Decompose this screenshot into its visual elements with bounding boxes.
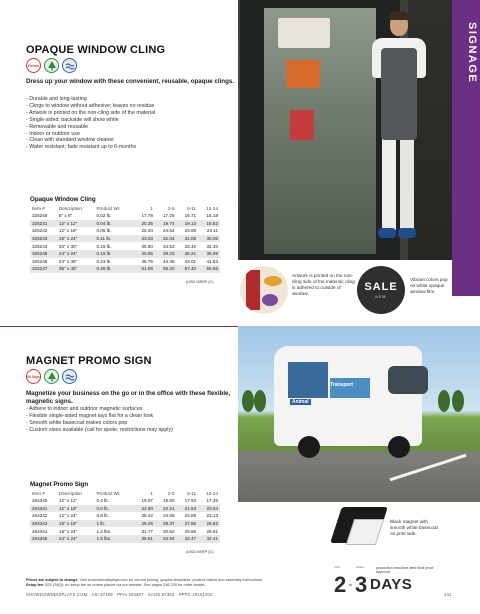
table-row — [30, 527, 220, 535]
table-cell: 264341 — [30, 505, 57, 513]
table-cell: 55.55 — [198, 265, 220, 273]
table-row — [30, 250, 220, 258]
table-cell: 0.23 lb. — [96, 258, 112, 264]
table-cell: 32.04 — [155, 235, 177, 243]
table-cell: 16.18 — [206, 213, 218, 219]
table-row — [30, 265, 220, 273]
table-cell: 26.62 — [198, 520, 220, 528]
table-cell: 12" x 12" — [58, 498, 78, 504]
table-row — [30, 505, 220, 513]
table-cell: 24.66 — [163, 513, 175, 519]
table-cell: 33.46 — [184, 243, 197, 249]
table-cell: 39.43 — [155, 250, 177, 258]
table-cell: 264344 — [32, 528, 48, 534]
table-cell: 25.42 — [141, 513, 153, 519]
table-cell: 31.05 — [177, 235, 199, 243]
table-cell: 23.13 — [206, 513, 218, 519]
table-row — [30, 242, 220, 250]
table-cell: 12" x 12" — [57, 220, 95, 228]
feature-item: - Flexible single-sided magnet lays flat for a clean look — [26, 412, 154, 419]
van-photo: Animal Transport — [238, 326, 480, 502]
feature-item: - Removable and reusable — [26, 123, 89, 130]
table-cell: 12" x 18" — [58, 228, 78, 234]
table-cell: 22.90 — [133, 505, 155, 513]
table-cell: 33.03 — [133, 235, 155, 243]
table-cell: 18" x 24" — [58, 528, 78, 534]
table-cell: 35.61 — [133, 535, 155, 543]
table-cell: 18.50 — [163, 498, 175, 504]
table-cell: 325240 — [32, 213, 48, 219]
table-row — [30, 258, 220, 266]
table-cell: 325246 — [32, 258, 48, 264]
column-header: 1 — [150, 491, 153, 496]
table-cell: 61.05 — [133, 265, 155, 273]
table-cell: 0.02 lb. — [96, 213, 112, 219]
intro-text: Magnetize your business on the go or in the office with these flexible, magnetic signs. — [26, 390, 231, 405]
table-cell: 40.65 — [133, 250, 155, 258]
eco-badge: Green — [26, 58, 41, 73]
waves-icon — [62, 369, 77, 384]
column-header: Item # — [32, 206, 45, 211]
table-cell: 24" x 24" — [57, 535, 95, 543]
table-cell: 35.60 — [141, 243, 153, 249]
table-cell: 32.41 — [198, 535, 220, 543]
table-cell: 41.63 — [206, 258, 218, 264]
feature-item: - Artwork is printed on the non-cling side of the material — [26, 109, 156, 116]
column-header: 2-5 — [167, 206, 175, 211]
table-cell: 57.40 — [177, 265, 199, 273]
table-cell: 325241 — [30, 220, 57, 228]
table-cell: 24.64 — [163, 228, 175, 234]
table-cell: 29.86 — [184, 528, 197, 534]
feature-item: - Adhere to indoor and outdoor magnetic surfaces — [26, 406, 143, 412]
table-cell: 30.82 — [163, 528, 175, 534]
table-cell: 12" x 24" — [58, 513, 78, 519]
section-title-magnet-sign: MAGNET PROMO SIGN — [26, 355, 152, 367]
cling-caption: Artwork is printed on the non-cling side of the material; cling is adhered to outside of window. — [292, 273, 355, 296]
table-header — [30, 490, 220, 497]
table-cell: 17.35 — [206, 498, 218, 504]
table-cell: 325243 — [30, 235, 57, 243]
table-cell: 59.20 — [155, 265, 177, 273]
table-cell: 34.54 — [155, 535, 177, 543]
cling-detail-thumbnail — [240, 266, 288, 314]
table-cell: 264343 — [30, 520, 57, 528]
side-tab-label: SIGNAGE — [466, 22, 478, 84]
table-cell: 264345 — [30, 535, 57, 543]
table-title: Magnet Promo Sign — [30, 481, 89, 488]
table-cell: 0.4 lb. — [96, 498, 109, 504]
table-cell: 19.13 — [177, 220, 199, 228]
table-cell: 20.84 — [198, 505, 220, 513]
feature-item: - Durable and long-lasting — [26, 96, 87, 102]
table-cell: 29.25 — [133, 520, 155, 528]
table-cell: 22.21 — [155, 505, 177, 513]
table-cell: 18" x 18" — [57, 520, 95, 528]
magnet-sample-thumbnail — [336, 507, 382, 547]
table-cell: 32.40 — [206, 243, 218, 249]
table-cell: 23.11 — [206, 228, 218, 234]
table-cell: 20" x 30" — [58, 243, 78, 249]
feature-item: - Single-sided; backside will show white — [26, 116, 119, 123]
table-row — [30, 520, 220, 528]
table-header — [30, 205, 220, 212]
table-cell: 36" x 48" — [57, 265, 95, 273]
table-cell: 0.06 lb. — [96, 228, 112, 234]
production-days-badge: rush select 2 to 3 DAYS production lead time after final proof approval — [334, 565, 434, 597]
table-cell: 0.15 lb. — [94, 250, 133, 258]
table-cell: 17.78 — [141, 213, 153, 219]
table-row — [30, 535, 220, 543]
table-row — [30, 497, 220, 505]
footer-contact-line: SHOWDOWNDISPLAYS.COM · ASI 87169 · PPAI 254667 · SAGE 67363 · PPPC 20101202 — [26, 592, 213, 597]
table-cell: 0.45 lb. — [94, 265, 133, 273]
eco-badge: 90 Days — [26, 369, 41, 384]
table-cell: 24" x 36" — [58, 258, 78, 264]
tree-icon — [44, 58, 59, 73]
feature-item: - Clings to window without adhesive; leaves no residue — [26, 102, 155, 109]
table-cell: 30.06 — [198, 235, 220, 243]
table-cell: 16.71 — [184, 213, 197, 219]
table-cell: 0.11 lb. — [94, 235, 133, 243]
table-cell: 25.40 — [141, 228, 153, 234]
table-cell: 1.2 lbs. — [96, 528, 112, 534]
table-cell: 44.38 — [163, 258, 175, 264]
table-cell: 0.8 lb. — [96, 513, 109, 519]
table-cell: 264340 — [32, 498, 48, 504]
table-cell: 264342 — [32, 513, 48, 519]
column-header: 1 — [150, 206, 153, 211]
table-cell: 0.6 lb. — [94, 505, 133, 513]
column-header: Description — [58, 491, 82, 496]
column-header: Product Wt. — [96, 206, 121, 211]
table-cell: 19.74 — [155, 220, 177, 228]
table-cell: 18" x 24" — [57, 235, 95, 243]
column-header: Item # — [32, 491, 45, 496]
feature-item: - Clean with standard window cleaner — [26, 137, 115, 144]
column-header: 6-11 — [187, 491, 197, 496]
table-row — [30, 235, 220, 243]
table-cell: 38.21 — [177, 250, 199, 258]
table-cell: 36.99 — [198, 250, 220, 258]
column-header: 2-5 — [167, 491, 175, 496]
table-row — [30, 212, 220, 220]
feature-item: - Smooth white basecoat makes colors pop — [26, 419, 128, 426]
sale-window-thumbnail: SALE NEW — [357, 266, 405, 314]
feature-list — [26, 406, 236, 434]
table-cell: 31.77 — [141, 528, 153, 534]
intro-text: Dress up your window with these convenient, reusable, opaque clings. — [26, 78, 235, 85]
msrp-note: (USD MSRP (C) — [186, 550, 214, 554]
feature-list — [26, 96, 236, 151]
feature-item: - Custom sizes available (call for quote; restrictions may apply) — [26, 426, 173, 433]
table-cell: 325245 — [30, 250, 57, 258]
table-cell: 12" x 18" — [57, 505, 95, 513]
tree-icon — [44, 369, 59, 384]
storefront-photo — [238, 0, 452, 260]
table-cell: 325247 — [30, 265, 57, 273]
table-cell: 8" x 8" — [58, 213, 73, 219]
table-cell: 1 lb. — [94, 520, 133, 528]
column-header: Product Wt. — [96, 491, 121, 496]
table-cell: 0.16 lb. — [96, 243, 112, 249]
page-number: 141 — [444, 592, 452, 597]
table-title: Opaque Window Cling — [30, 196, 96, 203]
table-cell: 1.6 lbs. — [94, 535, 133, 543]
table-row — [30, 227, 220, 235]
table-cell: 43.01 — [184, 258, 197, 264]
feature-item: - Indoor or outdoor use — [26, 130, 80, 137]
magnet-caption: Black magnet with smooth white basecoat on print side. — [390, 519, 438, 536]
section-title-window-cling: OPAQUE WINDOW CLING — [26, 44, 166, 56]
table-cell: 19.07 — [141, 498, 153, 504]
column-header: 12-24 — [206, 206, 218, 211]
feature-item: - Water resistant; fade resistant up to 6-months — [26, 144, 137, 151]
table-row — [30, 220, 220, 228]
table-cell: 18.52 — [198, 220, 220, 228]
table-cell: 20.35 — [133, 220, 155, 228]
table-cell: 28.37 — [155, 520, 177, 528]
table-cell: 23.88 — [184, 228, 197, 234]
price-table-window-cling — [30, 205, 220, 273]
column-header: Description — [58, 206, 82, 211]
table-cell: 24" x 24" — [57, 250, 95, 258]
column-header: 6-11 — [187, 206, 197, 211]
table-cell: 325242 — [32, 228, 48, 234]
table-cell: 23.89 — [184, 513, 197, 519]
table-cell: 34.53 — [163, 243, 175, 249]
vibrant-caption: Vibrant colors pop on white opaque window film. — [410, 277, 448, 294]
table-cell: 21.53 — [177, 505, 199, 513]
msrp-note: (USD MSRP (C) — [186, 280, 214, 284]
footer-note: Prices are subject to change. Visit showdowndisplays.com for current pricing, graphic templates, product videos and assembly instructions. Setup fee: $25 (S6Q); no setup fee on orders placed via our website. See pages 236-239 for order details. — [26, 578, 263, 587]
table-cell: 17.93 — [184, 498, 197, 504]
table-cell: 0.04 lb. — [94, 220, 133, 228]
table-cell: 325244 — [32, 243, 48, 249]
column-header: 12-24 — [206, 491, 218, 496]
table-cell: 28.91 — [206, 528, 218, 534]
table-cell: 33.47 — [177, 535, 199, 543]
table-row — [30, 512, 220, 520]
waves-icon — [62, 58, 77, 73]
table-cell: 17.25 — [163, 213, 175, 219]
table-cell: 27.50 — [177, 520, 199, 528]
price-table-magnet-sign — [30, 490, 220, 543]
table-cell: 45.75 — [141, 258, 153, 264]
